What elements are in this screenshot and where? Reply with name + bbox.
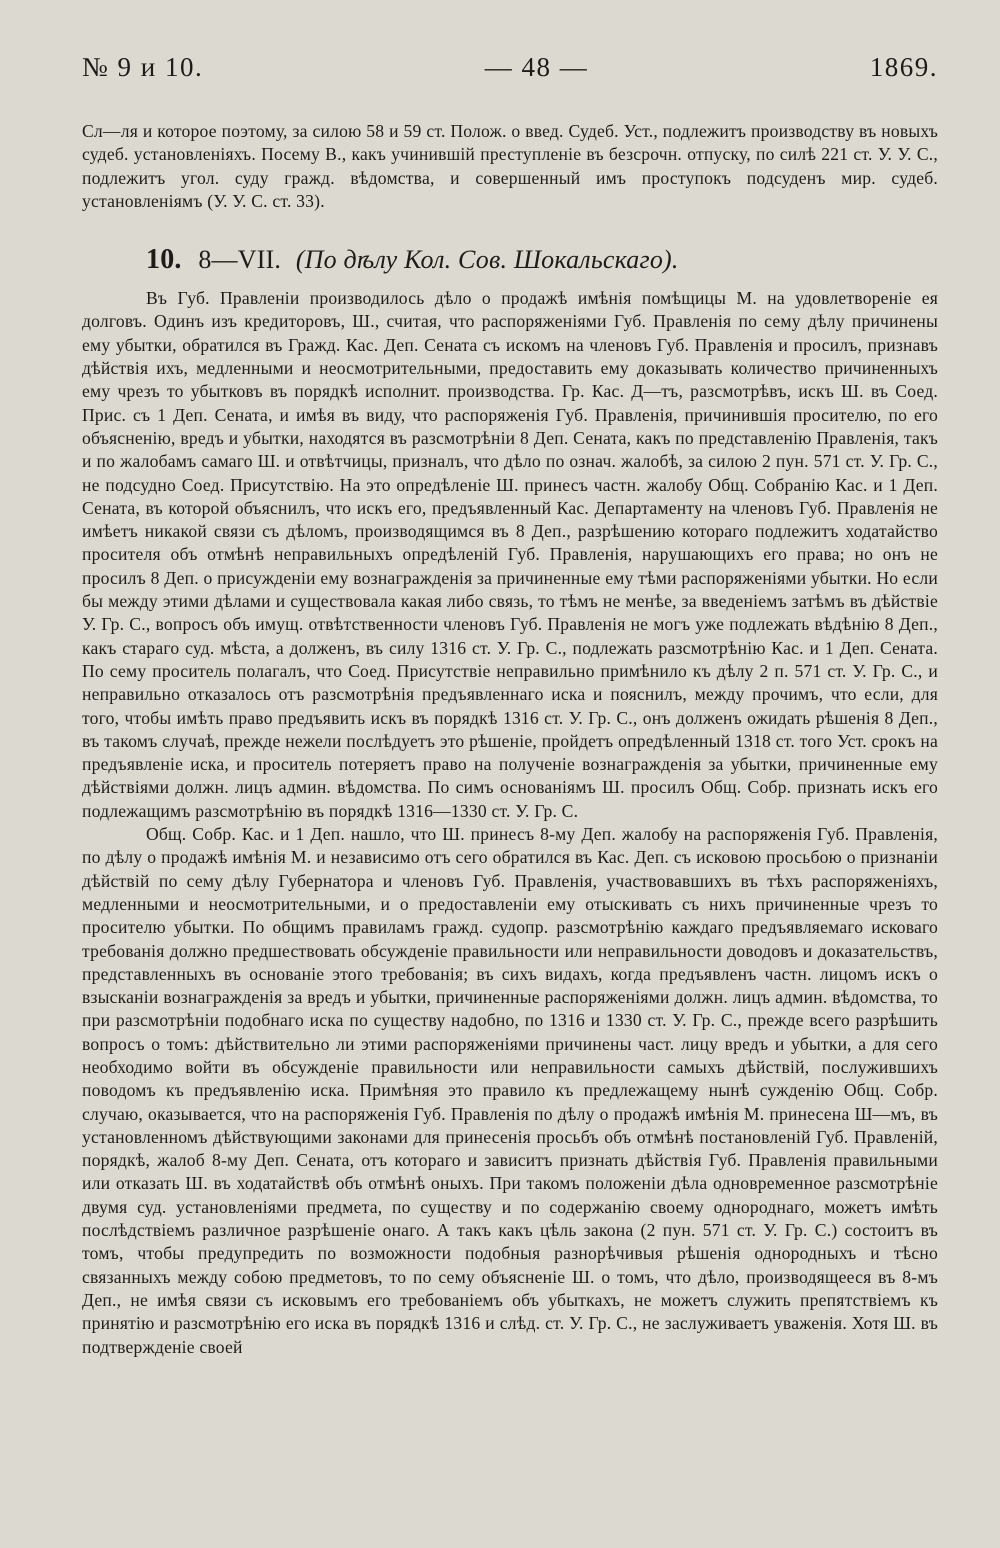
- section-number: 10.: [146, 244, 182, 276]
- section-date: 8—VII.: [198, 245, 282, 275]
- paragraph: Въ Губ. Правленіи производилось дѣло о продажѣ имѣнія помѣщицы М. на удовлетвореніе ея долговъ. Одинъ изъ кредиторовъ, Ш., считая, что распоряженіями Губ. Правленія по сему дѣлу причинены ему убытки, обратился въ Гражд. Кас. Деп. Сената съ искомъ на членовъ Губ. Правленія и просилъ, признавъ дѣйствія ихъ, медленными и неосмотрительными, предоставить ему доказывать количество причиненныхъ ему чрезъ то убытковъ въ порядкѣ исполнит. производства. Гр. Кас. Д—тъ, разсмотрѣвъ, искъ Ш. въ Соед. Прис. съ 1 Деп. Сената, и имѣя въ виду, что распоряженія Губ. Правленія, причинившія просителю, по его объясненію, вредъ и убытки, находятся въ разсмотрѣніи 8 Деп. Сената, какъ по представленію Правленія, такъ и по жалобамъ самаго Ш. и отвѣтчицы, призналъ, что дѣло по означ. жалобѣ, за силою 2 пун. 571 ст. У. Гр. С., не подсудно Соед. Присутствію. На это опредѣленіе Ш. принесъ частн. жалобу Общ. Собранію Кас. и 1 Деп. Сената, въ которой объяснилъ, что искъ его, предъявленный Кас. Департаменту на членовъ Губ. Правленія не имѣетъ никакой связи съ дѣломъ, производящимся въ 8 Деп., разрѣшению котораго подлежитъ ходатайство просителя объ отмѣнѣ неправильныхъ опредѣленій Губ. Правленія, нарушающихъ его права; но онъ не просилъ 8 Деп. о присужденіи ему вознагражденія за причиненные ему тѣми распоряженіями убытки. Но если бы между этими дѣлами и существовала какая либо связь, то тѣмъ не менѣе, за введеніемъ затѣмъ въ дѣйствіе У. Гр. С., вопросъ объ имущ. отвѣтственности членовъ Губ. Правленія не могъ уже подлежать вѣдѣнію 8 Деп., какъ стараго суд. мѣста, а долженъ, въ силу 1316 ст. У. Гр. С., подлежать разсмотрѣнію Кас. и 1 Деп. Сената. По сему проситель полагалъ, что Соед. Присутствіе неправильно примѣнило къ дѣлу 2 п. 571 ст. У. Гр. С., и неправильно отказалось отъ разсмотрѣнія предъявленнаго иска и пояснилъ, между прочимъ, что если, для того, чтобы имѣть право предъявить искъ въ порядкѣ 1316 ст. У. Гр. С., онъ долженъ ожидать рѣшенія 8 Деп., въ такомъ случаѣ, прежде нежели послѣдуетъ это рѣшеніе, пройдетъ опредѣленный 1318 ст. того Уст. срокъ на предъявленіе иска, и проситель потеряетъ право на полученіе вознагражденія за убытки, причиненные ему дѣйствіями должн. лицъ админ. вѣдомства. По симъ основаніямъ Ш. просилъ Общ. Собр. признать искъ его подлежащимъ разсмотрѣнію въ порядкѣ 1316—1330 ст. У. Гр. С.: [82, 288, 938, 821]
- section-title: (По дѣлу Кол. Сов. Шокальскаго).: [295, 245, 679, 275]
- section-heading: [146, 243, 938, 277]
- running-header: [82, 52, 938, 102]
- page-number: — 48 —: [484, 52, 589, 82]
- paragraph: Общ. Собр. Кас. и 1 Деп. нашло, что Ш. принесъ 8-му Деп. жалобу на распоряженія Губ. Правленія, по дѣлу о продажѣ имѣнія М. и независимо отъ сего обратился въ Кас. Деп. съ исковою просьбою о признаніи дѣйствій по сему дѣлу Губернатора и членовъ Губ. Правленія, участвовавшихъ въ тѣхъ распоряженіяхъ, медленными и неосмотрительными, и о предоставленіи ему отыскивать съ нихъ причиненные чрезъ то просителю убытки. По общимъ правиламъ гражд. судопр. разсмотрѣнію каждаго предъявляемаго исковаго требованія должно предшествовать обсужденіе правильности или неправильности доводовъ и доказательствъ, представленныхъ въ основаніе этого требованія; въ сихъ видахъ, когда предъявленъ частн. лицомъ искъ о взысканіи вознагражденія за вредъ и убытки, причиненные распоряженіями должн. лицъ админ. вѣдомства, то при разсмотрѣніи подобнаго иска по существу надобно, по 1316 и 1330 ст. У. Гр. С., прежде всего разрѣшить вопросъ о томъ: дѣйствительно ли этими распоряженіями причинены част. лицу вредъ и убытки, а для сего необходимо войти въ обсужденіе правильности или неправильности самыхъ дѣйствій, послужившихъ поводомъ къ предъявленію иска. Примѣняя это правило къ предлежащему нынѣ сужденію Общ. Собр. случаю, оказывается, что на распоряженія Губ. Правленія по дѣлу о продажѣ имѣнія М. принесена Ш—мъ, въ установленномъ дѣйствующими законами для принесенія просьбъ объ отмѣнѣ постановленій Губ. Правленій, порядкѣ, жалоб 8-му Деп. Сената, отъ котораго и зависитъ признать дѣйствія Губ. Правленія правильными или отказать Ш. въ ходатайствѣ объ отмѣнѣ оныхъ. При такомъ положеніи дѣла одновременное разсмотрѣніе двумя суд. установленіями предмета, по существу и по содержанію своему однороднаго, можетъ имѣть послѣдствіемъ различное разрѣшеніе онаго. А такъ какъ цѣль закона (2 пун. 571 ст. У. Гр. С.) состоитъ въ томъ, чтобы предупредить по возможности подобныя разнорѣчивыя рѣшенія однородныхъ и тѣсно связанныхъ между собою предметовъ, то по сему объясненіе Ш. о томъ, что дѣло, производящееся въ 8-мъ Деп., не имѣя связи съ исковымъ его требованіемъ объ убыткахъ, не можетъ служить препятствіемъ къ принятію и разсмотрѣнію его иска въ порядкѣ 1316 и слѣд. ст. У. Гр. С., не заслуживаетъ уваженія. Хотя Ш. въ подтвержденіе своей: [82, 824, 938, 1357]
- intro-paragraph: Сл—ля и которое поэтому, за силою 58 и 59 ст. Полож. о введ. Судеб. Уст., подлежитъ производству въ новыхъ судеб. установленіяхъ. Посему В., какъ учинившій преступленіе въ безсрочн. отпуску, по силѣ 221 ст. У. У. С., подлежитъ угол. суду гражд. вѣдомства, и совершенный имъ проступокъ подсуденъ мир. судеб. установленіямъ (У. У. С. ст. 33).: [82, 121, 938, 211]
- issue-number: № 9 и 10.: [82, 52, 204, 82]
- body-text: [82, 120, 938, 1359]
- year: 1869.: [869, 52, 938, 82]
